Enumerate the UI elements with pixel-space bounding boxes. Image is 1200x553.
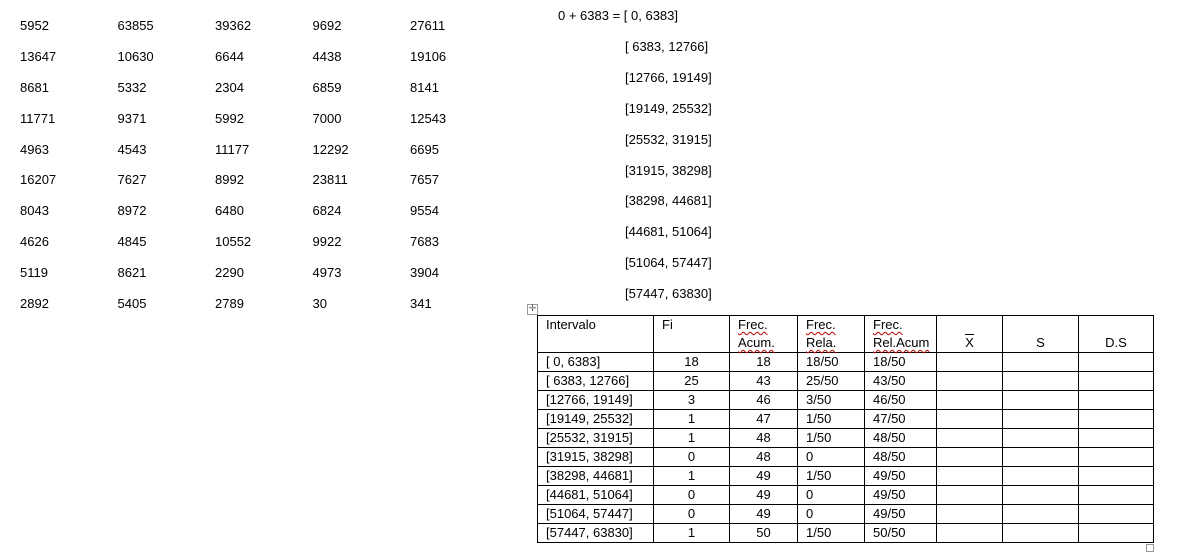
- raw-data-cell: 39362: [215, 18, 252, 33]
- raw-data-cell: 30: [312, 296, 327, 312]
- table-row: [538, 486, 1154, 505]
- raw-data-cell: 8043: [20, 203, 49, 219]
- raw-data-cell: 9922: [312, 234, 342, 250]
- raw-data-grid: [20, 17, 508, 326]
- raw-data-cell: 5405: [117, 296, 147, 312]
- header-frec-rela: [798, 316, 865, 353]
- cell-rela: 1/50: [798, 429, 865, 448]
- raw-data-row: [20, 264, 508, 295]
- cell-s: [1003, 429, 1079, 448]
- cell-rela: 1/50: [798, 410, 865, 429]
- cell-ds: [1079, 505, 1154, 524]
- header-fi: Fi: [654, 316, 730, 353]
- interval-item: [25532, 31915]: [625, 131, 712, 147]
- cell-fi: 1: [654, 467, 730, 486]
- cell-intervalo: [51064, 57447]: [538, 505, 654, 524]
- cell-ds: [1079, 524, 1154, 543]
- raw-data-row: [20, 17, 508, 48]
- cell-s: [1003, 372, 1079, 391]
- raw-data-cell: 5952: [20, 18, 49, 33]
- interval-list: [625, 38, 712, 316]
- resize-square-icon[interactable]: [1146, 544, 1154, 552]
- interval-item: [31915, 38298]: [625, 162, 712, 178]
- cell-s: [1003, 391, 1079, 410]
- raw-data-cell: 6824: [312, 203, 342, 219]
- raw-data-cell: 8681: [20, 79, 49, 95]
- table-row: [538, 391, 1154, 410]
- raw-data-cell: 3904: [410, 265, 439, 281]
- cell-relacum: 47/50: [865, 410, 937, 429]
- table-header-row: [538, 316, 1154, 353]
- cell-relacum: 48/50: [865, 429, 937, 448]
- raw-data-cell: 2892: [20, 296, 49, 312]
- cell-rela: 18/50: [798, 353, 865, 372]
- cell-acum: 48: [730, 429, 798, 448]
- cell-xbar: [937, 524, 1003, 543]
- cell-xbar: [937, 467, 1003, 486]
- raw-data-cell: 9554: [410, 203, 439, 219]
- cell-rela: 1/50: [798, 467, 865, 486]
- header-frec-relacum-line1: Frec.: [873, 317, 903, 332]
- cell-fi: 0: [654, 505, 730, 524]
- raw-data-cell: 12543: [410, 110, 447, 126]
- raw-data-cell: 2789: [215, 296, 244, 312]
- cell-ds: [1079, 353, 1154, 372]
- raw-data-cell: 9692: [312, 18, 342, 33]
- table-row: [538, 372, 1154, 391]
- raw-data-cell: 27611: [410, 18, 446, 33]
- raw-data-cell: 16207: [20, 172, 57, 188]
- table-row: [538, 467, 1154, 486]
- move-cross-icon[interactable]: ✛: [528, 304, 537, 314]
- cell-intervalo: [12766, 19149]: [538, 391, 654, 410]
- interval-item: [19149, 25532]: [625, 100, 712, 116]
- cell-ds: [1079, 448, 1154, 467]
- raw-data-cell: 5332: [117, 79, 147, 95]
- cell-intervalo: [38298, 44681]: [538, 467, 654, 486]
- cell-relacum: 49/50: [865, 505, 937, 524]
- cell-acum: 18: [730, 353, 798, 372]
- interval-item: [ 6383, 12766]: [625, 39, 709, 54]
- first-interval-line: 0 + 6383 = [ 0, 6383]: [558, 8, 678, 23]
- header-xbar: [937, 316, 1003, 353]
- cell-s: [1003, 410, 1079, 429]
- cell-relacum: 50/50: [865, 524, 937, 543]
- cell-fi: 1: [654, 410, 730, 429]
- raw-data-cell: 4973: [312, 265, 342, 281]
- cell-fi: 0: [654, 448, 730, 467]
- raw-data-cell: 4438: [312, 48, 342, 64]
- cell-rela: 1/50: [798, 524, 865, 543]
- raw-data-cell: 63855: [117, 18, 154, 33]
- raw-data-cell: 7627: [117, 172, 147, 188]
- cell-relacum: 46/50: [865, 391, 937, 410]
- raw-data-cell: 341: [410, 296, 432, 312]
- raw-data-cell: 19106: [410, 48, 447, 64]
- interval-item: [38298, 44681]: [625, 193, 712, 209]
- table-row: [538, 505, 1154, 524]
- interval-item: [57447, 63830]: [625, 286, 712, 302]
- cell-rela: 0: [798, 448, 865, 467]
- header-frec-relacum-line2: Rel.Acum: [873, 335, 930, 350]
- header-frec-acum-line2: Acum.: [738, 335, 775, 350]
- raw-data-cell: 23811: [312, 172, 348, 188]
- raw-data-cell: 11177: [215, 141, 250, 157]
- cell-s: [1003, 486, 1079, 505]
- interval-item: [51064, 57447]: [625, 255, 712, 271]
- cell-rela: 0: [798, 505, 865, 524]
- cell-acum: 49: [730, 467, 798, 486]
- header-xbar-label: X: [965, 335, 974, 350]
- cell-fi: 25: [654, 372, 730, 391]
- raw-data-cell: 8992: [215, 172, 244, 188]
- header-frec-rela-line2: Rela.: [806, 335, 837, 350]
- raw-data-row: [20, 202, 508, 233]
- cell-s: [1003, 524, 1079, 543]
- cell-ds: [1079, 391, 1154, 410]
- raw-data-cell: 5992: [215, 110, 244, 126]
- raw-data-cell: 6644: [215, 48, 244, 64]
- cell-rela: 25/50: [798, 372, 865, 391]
- raw-data-cell: 6480: [215, 203, 244, 219]
- cell-acum: 46: [730, 391, 798, 410]
- cell-intervalo: [19149, 25532]: [538, 410, 654, 429]
- cell-acum: 47: [730, 410, 798, 429]
- cell-fi: 1: [654, 429, 730, 448]
- raw-data-cell: 6859: [312, 79, 342, 95]
- cell-relacum: 49/50: [865, 467, 937, 486]
- cell-s: [1003, 353, 1079, 372]
- cell-xbar: [937, 486, 1003, 505]
- header-frec-rela-line1: Frec.: [806, 317, 836, 332]
- raw-data-cell: 2290: [215, 265, 244, 281]
- cell-fi: 0: [654, 486, 730, 505]
- frequency-table: [537, 315, 1154, 543]
- raw-data-cell: 10630: [117, 48, 154, 64]
- raw-data-cell: 4963: [20, 141, 49, 157]
- cell-xbar: [937, 353, 1003, 372]
- table-row: [538, 448, 1154, 467]
- header-frec-acum: [730, 316, 798, 353]
- table-row: [538, 410, 1154, 429]
- header-intervalo: Intervalo: [538, 316, 654, 353]
- table-row: [538, 429, 1154, 448]
- header-ds: D.S: [1079, 316, 1154, 353]
- table-row: [538, 353, 1154, 372]
- raw-data-cell: 13647: [20, 48, 57, 64]
- header-frec-acum-line1: Frec.: [738, 317, 768, 332]
- raw-data-cell: 7657: [410, 172, 439, 188]
- cell-xbar: [937, 429, 1003, 448]
- header-s: S: [1003, 316, 1079, 353]
- raw-data-cell: 7000: [312, 110, 342, 126]
- raw-data-cell: 6695: [410, 141, 439, 157]
- raw-data-cell: 12292: [312, 141, 349, 157]
- raw-data-row: [20, 110, 508, 141]
- cell-intervalo: [25532, 31915]: [538, 429, 654, 448]
- cell-relacum: 43/50: [865, 372, 937, 391]
- table-row: [538, 524, 1154, 543]
- raw-data-cell: 2304: [215, 79, 244, 95]
- cell-ds: [1079, 486, 1154, 505]
- cell-relacum: 48/50: [865, 448, 937, 467]
- cell-intervalo: [44681, 51064]: [538, 486, 654, 505]
- header-frec-relacum: [865, 316, 937, 353]
- cell-intervalo: [31915, 38298]: [538, 448, 654, 467]
- cell-ds: [1079, 410, 1154, 429]
- cell-ds: [1079, 372, 1154, 391]
- cell-acum: 49: [730, 486, 798, 505]
- cell-ds: [1079, 429, 1154, 448]
- cell-s: [1003, 505, 1079, 524]
- interval-item: [12766, 19149]: [625, 69, 712, 85]
- cell-rela: 3/50: [798, 391, 865, 410]
- cell-intervalo: [ 0, 6383]: [538, 353, 654, 372]
- raw-data-row: [20, 171, 508, 202]
- cell-relacum: 18/50: [865, 353, 937, 372]
- cell-xbar: [937, 505, 1003, 524]
- cell-fi: 3: [654, 391, 730, 410]
- raw-data-row: [20, 141, 508, 172]
- cell-xbar: [937, 372, 1003, 391]
- raw-data-cell: 8972: [117, 203, 147, 219]
- cell-acum: 43: [730, 372, 798, 391]
- cell-xbar: [937, 391, 1003, 410]
- cell-s: [1003, 467, 1079, 486]
- raw-data-cell: 11771: [20, 110, 56, 126]
- cell-intervalo: [ 6383, 12766]: [538, 372, 654, 391]
- cell-acum: 48: [730, 448, 798, 467]
- raw-data-row: [20, 295, 508, 326]
- raw-data-cell: 9371: [117, 110, 147, 126]
- raw-data-cell: 8141: [410, 79, 439, 95]
- raw-data-row: [20, 48, 508, 79]
- cell-acum: 49: [730, 505, 798, 524]
- raw-data-cell: 7683: [410, 234, 439, 250]
- raw-data-cell: 8621: [117, 265, 147, 281]
- raw-data-cell: 4845: [117, 234, 147, 250]
- cell-acum: 50: [730, 524, 798, 543]
- cell-relacum: 49/50: [865, 486, 937, 505]
- raw-data-cell: 10552: [215, 234, 252, 250]
- raw-data-cell: 4543: [117, 141, 147, 157]
- raw-data-row: [20, 233, 508, 264]
- interval-item: [44681, 51064]: [625, 224, 712, 240]
- cell-s: [1003, 448, 1079, 467]
- raw-data-cell: 5119: [20, 265, 48, 281]
- raw-data-cell: 4626: [20, 234, 49, 250]
- cell-intervalo: [57447, 63830]: [538, 524, 654, 543]
- cell-fi: 18: [654, 353, 730, 372]
- cell-xbar: [937, 410, 1003, 429]
- cell-ds: [1079, 467, 1154, 486]
- cell-rela: 0: [798, 486, 865, 505]
- raw-data-row: [20, 79, 508, 110]
- cell-xbar: [937, 448, 1003, 467]
- cell-fi: 1: [654, 524, 730, 543]
